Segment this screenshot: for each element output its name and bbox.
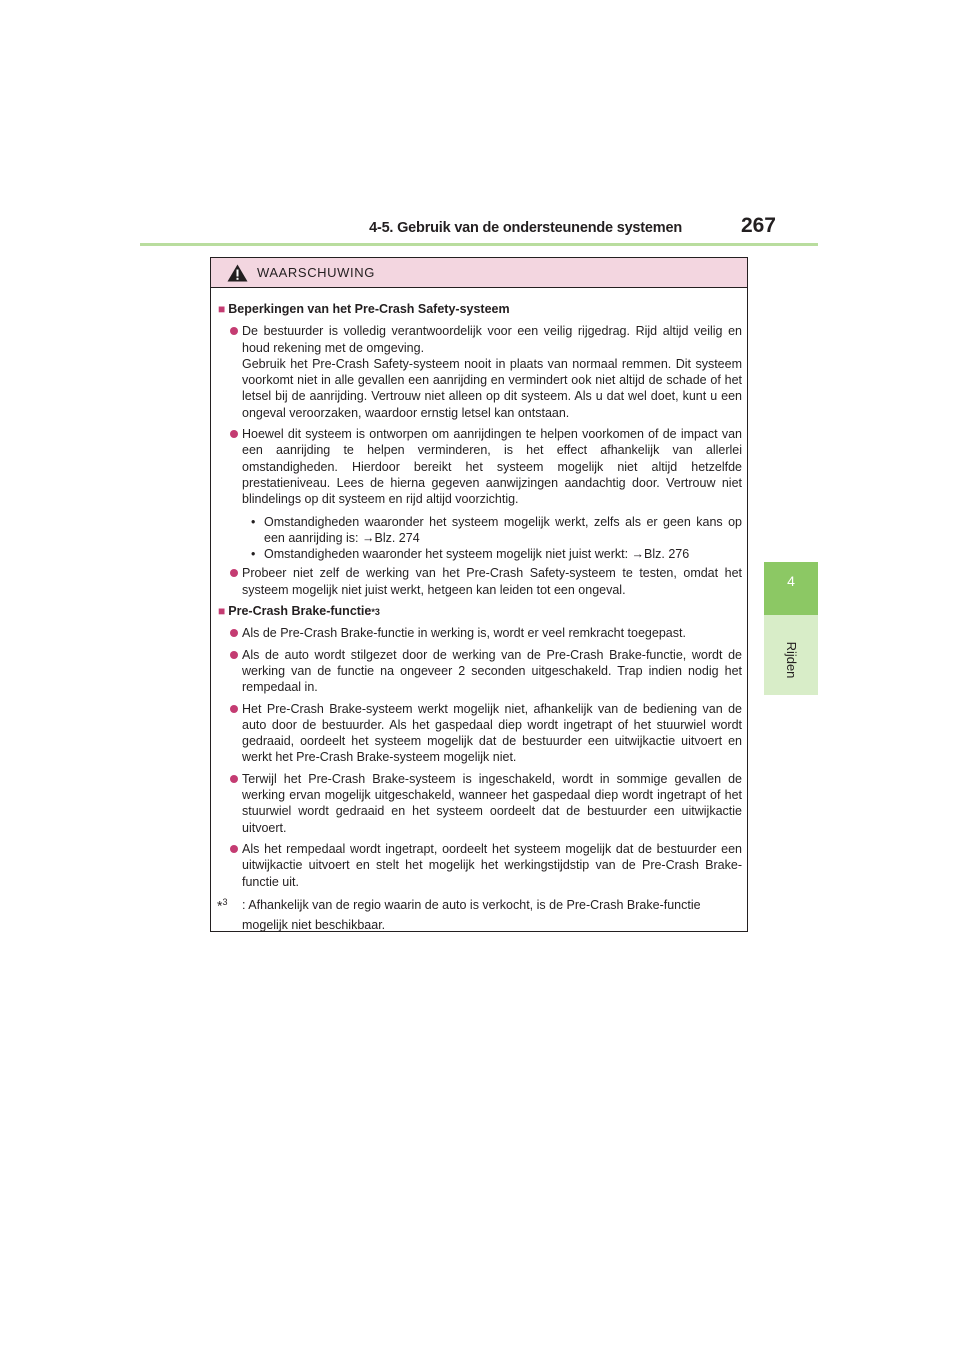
list-item — [218, 647, 742, 696]
warning-header — [211, 258, 747, 288]
paragraph: Gebruik het Pre-Crash Safety-systeem nooit in plaats van normaal remmen. Dit systeem voorkomt niet in alle gevallen een aanrijding en vermindert ook niet altijd de schade of het letsel bij de aanrijding. Vertrouw niet alleen op dit systeem. Als u dat wel doet, kunt u een ongeval veroorzaken, waardoor ernstig letsel kan ontstaan. — [242, 356, 742, 420]
section-heading-text: Pre-Crash Brake-functie — [228, 604, 372, 619]
paragraph: Het Pre-Crash Brake-systeem werkt mogelijk niet, afhankelijk van de bediening van de auto door de bestuurder. Als het gaspedaal diep wordt ingetrapt of het stuurwiel wordt gedraaid, oordeelt het systeem mogelijk dat de bestuurder een uitwijkactie uitvoert en werkt het Pre-Crash Brake-systeem mogelijk niet. — [242, 701, 742, 765]
section-heading: ■ Pre-Crash Brake-functie *3 — [218, 604, 380, 619]
round-bullet-icon — [230, 845, 238, 853]
list-item — [218, 565, 742, 598]
round-bullet-icon — [230, 775, 238, 783]
round-bullet-icon — [230, 651, 238, 659]
list-item — [218, 771, 742, 836]
sub-bullet-icon: • — [251, 547, 256, 562]
header-rule — [140, 243, 818, 246]
warning-title: WAARSCHUWING — [257, 265, 375, 280]
paragraph: Als het rempedaal wordt ingetrapt, oordeelt het systeem mogelijk dat de bestuurder een uitwijkactie uitvoert en stelt het mogelijk het werkingstijdstip van de Pre-Crash Brake-functie uit. — [242, 841, 742, 889]
paragraph: Als de auto wordt stilgezet door de werking van de Pre-Crash Brake-functie, wordt de werking van de functie na ongeveer 2 seconden uitgeschakeld. Trap indien nodig het rempedaal in. — [242, 647, 742, 695]
warning-body — [211, 288, 747, 935]
footnote — [218, 895, 742, 935]
round-bullet-icon — [230, 629, 238, 637]
page-number: 267 — [740, 214, 776, 237]
paragraph: Hoewel dit systeem is ontworpen om aanrijdingen te helpen voorkomen of de impact van een aanrijding te helpen verminderen, is het effect afhankelijk van allerlei omstandigheden. Hierdoor bereikt het systeem mogelijk niet altijd hetzelfde prestatieniveau. Lees de hierna gegeven aanwijzingen aandachtig door. Vertrouw niet blindelings op dit systeem en rijd altijd voorzichtig. — [242, 427, 742, 507]
round-bullet-icon — [230, 705, 238, 713]
footnote-number: 3 — [222, 896, 228, 907]
warning-box — [210, 257, 748, 932]
list-item — [218, 426, 742, 507]
list-item — [218, 625, 742, 641]
sub-list-item-text: Omstandigheden waaronder het systeem mogelijk niet juist werkt: →Blz. 276 — [264, 547, 690, 562]
round-bullet-icon — [230, 569, 238, 577]
warning-triangle-icon — [227, 264, 248, 282]
round-bullet-icon — [230, 430, 238, 438]
sub-bullet-icon: • — [251, 514, 256, 529]
sub-list-item — [218, 546, 742, 562]
sub-list-item-text: Omstandigheden waaronder het systeem mogelijk werkt, zelfs als er geen kans op een aanrijding is: →Blz. 274 — [264, 514, 742, 545]
square-bullet-icon: ■ — [218, 302, 226, 316]
footnote-text: : Afhankelijk van de regio waarin de auto is verkocht, is de Pre-Crash Brake-functie mogelijk niet beschikbaar. — [242, 897, 701, 932]
footnote-asterisk: * — [217, 897, 223, 914]
footnote-mark — [217, 892, 227, 916]
paragraph: Als de Pre-Crash Brake-functie in werking is, wordt er veel remkracht toegepast. — [242, 626, 686, 641]
chapter-tab — [764, 562, 818, 615]
chapter-label: Rijden — [784, 641, 799, 679]
running-header: 4-5. Gebruik van de ondersteunende systemen — [369, 220, 682, 236]
paragraph: Probeer niet zelf de werking van het Pre-Crash Safety-systeem te testen, omdat het systeem mogelijk niet juist werkt, hetgeen kan leiden tot een ongeval. — [242, 566, 742, 597]
square-bullet-icon: ■ — [218, 604, 226, 619]
list-item — [218, 701, 742, 766]
section-heading — [218, 301, 742, 317]
paragraph: De bestuurder is volledig verantwoordelijk voor een veilig rijgedrag. Rijd altijd veilig en houd rekening met de omgeving. — [242, 324, 742, 355]
sub-list-item — [218, 514, 742, 547]
chapter-number: 4 — [787, 573, 795, 589]
round-bullet-icon — [230, 327, 238, 335]
list-item — [218, 323, 742, 421]
list-item — [218, 841, 742, 890]
section-heading-text: Beperkingen van het Pre-Crash Safety-systeem — [228, 302, 510, 316]
paragraph: Terwijl het Pre-Crash Brake-systeem is ingeschakeld, wordt in sommige gevallen de werking ervan mogelijk uitgeschakeld, wanneer het gaspedaal diep wordt ingetrapt of het stuurwiel wordt gedraaid en het systeem oordeelt dat de bestuurder een uitwijkactie uitvoert. — [242, 771, 742, 835]
sub-list — [218, 514, 742, 563]
